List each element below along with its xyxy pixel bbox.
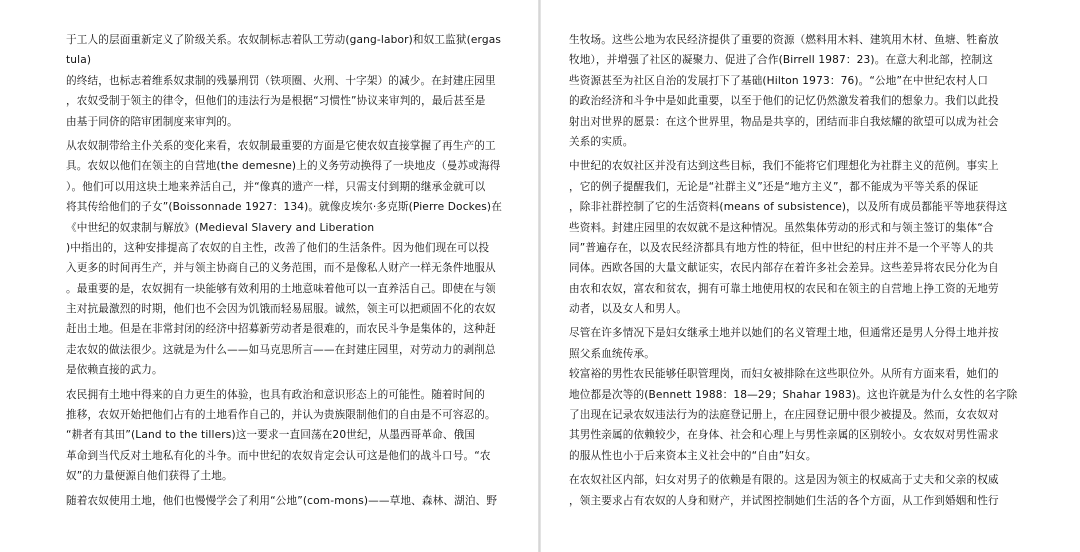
text-line: ，农奴受制于领主的律令，但他们的违法行为是根据“习惯性”协议来审判的，最后甚至是 — [66, 95, 486, 108]
text-line: 尽管在许多情况下是妇女继承土地并以她们的名义管理土地，但通常还是男人分得土地并按 — [569, 327, 999, 340]
text-line: 入更多的时间再生产，并与领主协商自己的义务范围，而不是像私人财产一样无条件地服从 — [66, 262, 496, 275]
text-line: 赶出土地。但是在非常封闭的经济中招募新劳动者是很难的，而农民斗争是集体的，这种赶 — [66, 323, 496, 336]
text-line: )中指出的，这种安排提高了农奴的自主性，改善了他们的生活条件。因为他们现在可以投 — [66, 241, 490, 254]
text-line: 中世纪的农奴社区并没有达到这些目标，我们不能将它们理想化为社群主义的范例。事实上 — [569, 160, 999, 173]
text-line: 照父系血统传承。 — [569, 347, 655, 360]
text-line: 主对抗最激烈的时期，他们也不会因为饥饿而轻易屈服。诚然，领主可以把顽固不化的农奴 — [66, 303, 496, 316]
text-line: 奴”的力量便源自他们获得了土地。 — [66, 470, 233, 483]
text-line: 的政治经济和斗争中是如此重要，以至于他们的记忆仍然激发着我们的想象力。我们以此投 — [569, 95, 999, 108]
text-line: 些资源甚至为社区自治的发展打下了基础(Hilton 1973：76)。“公地”在中世纪农村人口 — [569, 74, 989, 87]
left-page-text — [66, 30, 512, 511]
text-line: 的服从性也小于后来资本主义社会中的“自由”妇女。 — [569, 449, 817, 462]
text-line: ，领主要求占有农奴的人身和财产，并试图控制她们生活的各个方面，从工作到婚姻和性行 — [569, 494, 999, 507]
text-line: 同”普遍存在，以及农民经济都具有地方性的特征，但中世纪的村庄并不是一个平等人的共 — [569, 241, 994, 254]
text-line: 。最重要的是，农奴拥有一块能够有效利用的土地意味着他可以一直养活自己。即使在与领 — [66, 282, 496, 295]
text-line: 其男性亲属的依赖较少，在身体、社会和心理上与男性亲属的区别较小。女农奴对男性需求 — [569, 429, 999, 442]
text-line: 较富裕的男性农民能够任职管理岗，而妇女被排除在这些职位外。从所有方面来看，她们的 — [569, 368, 999, 381]
right-page — [541, 0, 1080, 552]
text-line: 生牧场。这些公地为农民经济提供了重要的资源（燃料用木料、建筑用木材、鱼塘、牲畜放 — [569, 34, 999, 46]
text-line: 地位都是次等的(Bennett 1988：18—29；Shahar 1983)。这也许就是为什么女性的名字除 — [569, 388, 1018, 401]
text-line: 由基于同侪的陪审团制度来审判的。 — [66, 115, 238, 128]
text-line: 牧地），并增强了社区的凝聚力、促进了合作(Birrell 1987：23)。在意大利北部，控制这 — [569, 54, 993, 67]
text-line: 由农和农奴，富农和贫农，拥有可靠土地使用权的农民和在领主的自营地上挣工资的无地劳 — [569, 282, 999, 295]
text-line: 些资料。封建庄园里的农奴就不是这种情况。虽然集体劳动的形式和与领主签订的集体“合 — [569, 221, 994, 234]
text-line: tula) — [66, 54, 92, 67]
text-line: “耕者有其田”(Land to the tillers)这一要求一直回荡在20世纪，从墨西哥革命、俄国 — [66, 429, 476, 442]
text-line: 同体。西欧各国的大量文献证实，农民内部存在着许多社会差异。这些差异将农民分化为自 — [569, 262, 999, 275]
text-line: 走农奴的做法很少。这就是为什么——如马克思所言——在封建庄园里，对劳动力的剥削总 — [66, 343, 496, 356]
text-line: ，除非社群控制了它的生活资料(means of subsistence)，以及所有成员都能平等地获得这 — [569, 201, 1008, 214]
text-line: 在农奴社区内部，妇女对男子的依赖是有限的。这是因为领主的权威高于丈夫和父亲的权威 — [569, 474, 999, 487]
text-line: 将其传给他们的子女”(Boissonnade 1927：134)。就像皮埃尔·多克斯(Pierre Dockes)在 — [66, 201, 502, 214]
text-line: 推移，农奴开始把他们占有的土地看作自己的，并认为贵族限制他们的自由是不可容忍的。 — [66, 409, 496, 422]
text-line: 从农奴制带给主仆关系的变化来看，农奴制最重要的方面是它使农奴直接掌握了再生产的工 — [66, 139, 496, 152]
text-line: 于工人的层面重新定义了阶级关系。农奴制标志着队工劳动(gang-labor)和奴工监狱(ergas — [66, 34, 502, 46]
text-line: ）。他们可以用这块土地来养活自己，并“像真的遗产一样，只需支付到期的继承金就可以 — [66, 180, 486, 193]
text-line: 了出现在记录农奴违法行为的法庭登记册上，在庄园登记册中很少被提及。然而，女农奴对 — [569, 409, 999, 422]
left-page — [0, 0, 538, 552]
right-page-text — [569, 30, 1057, 511]
text-line: 射出对世界的愿景：在这个世界里，物品是共享的，团结而非自我炫耀的欲望可以成为社会 — [569, 115, 999, 128]
text-line: 具。农奴以他们在领主的自营地(the demesne)上的义务劳动换得了一块地皮（曼苏或海得 — [66, 160, 501, 173]
text-line: 农民拥有土地中得来的自力更生的体验，也具有政治和意识形态上的可能性。随着时间的 — [66, 388, 486, 401]
text-line: 动者，以及女人和男人。 — [569, 303, 688, 316]
text-line: 随着农奴使用土地，他们也慢慢学会了利用“公地”(com-mons)——草地、森林、湖泊、野 — [66, 494, 498, 507]
text-line: 的终结，也标志着维系奴隶制的残暴刑罚（铁项圈、火刑、十字架）的减少。在封建庄园里 — [66, 74, 496, 87]
text-line: 《中世纪的奴隶制与解放》(Medieval Slavery and Liberation — [66, 221, 375, 234]
text-line: ，它的例子提醒我们，无论是“社群主义”还是“地方主义”，都不能成为平等关系的保证 — [569, 180, 979, 193]
text-line: 革命到当代反对土地私有化的斗争。而中世纪的农奴肯定会认可这是他们的战斗口号。“农 — [66, 449, 491, 462]
text-line: 关系的实质。 — [569, 135, 634, 148]
text-line: 是依赖直接的武力。 — [66, 364, 163, 377]
